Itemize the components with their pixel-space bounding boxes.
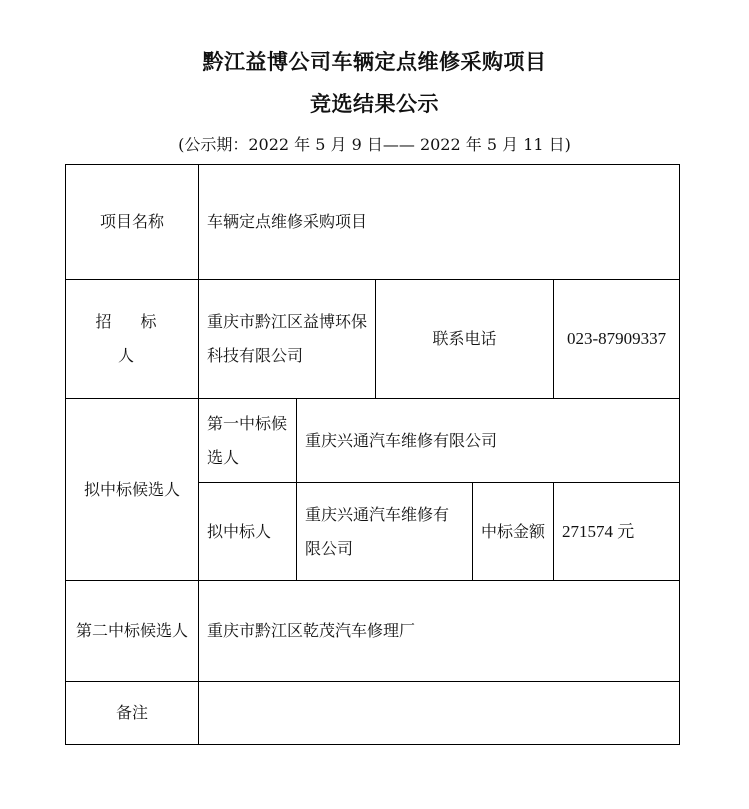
remarks-value bbox=[199, 682, 680, 745]
document-subtitle: 竞选结果公示 bbox=[310, 91, 439, 116]
second-candidate-value: 重庆市黔江区乾茂汽车修理厂 bbox=[199, 581, 680, 682]
tenderer-label-text: 招 标 人 bbox=[95, 312, 169, 365]
table-row bbox=[66, 280, 680, 399]
bid-amount-value: 271574 元 bbox=[554, 483, 680, 581]
tenderer-label bbox=[66, 280, 199, 399]
result-table bbox=[65, 164, 680, 745]
proposed-winner-label: 拟中标人 bbox=[199, 483, 297, 581]
second-candidate-label: 第二中标候选人 bbox=[66, 581, 199, 682]
table-row bbox=[66, 682, 680, 745]
bid-amount-label: 中标金额 bbox=[473, 483, 554, 581]
project-name-value: 车辆定点维修采购项目 bbox=[199, 165, 680, 280]
contact-phone-value: 023-87909337 bbox=[554, 280, 680, 399]
document-title: 黔江益博公司车辆定点维修采购项目 bbox=[202, 49, 547, 74]
table-row bbox=[66, 399, 680, 483]
proposed-winner-value: 重庆兴通汽车维修有限公司 bbox=[297, 483, 473, 581]
table-row bbox=[66, 165, 680, 280]
publicity-period bbox=[0, 132, 749, 155]
first-candidate-value: 重庆兴通汽车维修有限公司 bbox=[297, 399, 680, 483]
first-candidate-label: 第一中标候选人 bbox=[199, 399, 297, 483]
candidate-group-label: 拟中标候选人 bbox=[66, 399, 199, 581]
publicity-period-text: (公示期：2022 年 5 月 9 日—— 2022 年 5 月 11 日) bbox=[178, 135, 571, 154]
remarks-label: 备注 bbox=[66, 682, 199, 745]
tenderer-value: 重庆市黔江区益博环保科技有限公司 bbox=[199, 280, 376, 399]
table-row bbox=[66, 581, 680, 682]
contact-phone-label: 联系电话 bbox=[376, 280, 554, 399]
project-name-label: 项目名称 bbox=[66, 165, 199, 280]
